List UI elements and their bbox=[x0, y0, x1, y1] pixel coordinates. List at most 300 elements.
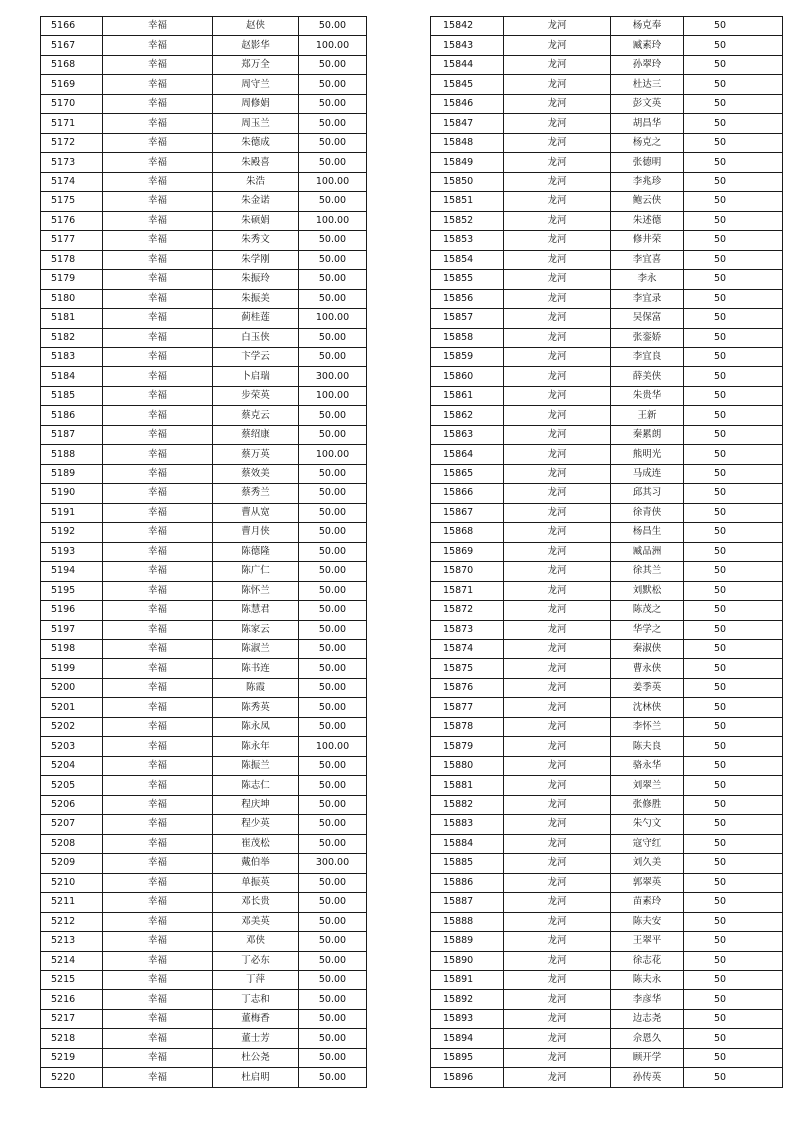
amount-cell: 50 bbox=[684, 873, 783, 892]
name-cell: 周修娟 bbox=[213, 94, 299, 113]
table-row bbox=[431, 990, 783, 1009]
table-row bbox=[41, 289, 367, 308]
table-row bbox=[431, 172, 783, 191]
name-cell: 臧品洲 bbox=[611, 542, 684, 561]
name-cell: 寇守红 bbox=[611, 834, 684, 853]
id-cell: 5185 bbox=[41, 386, 103, 405]
name-cell: 彭文英 bbox=[611, 94, 684, 113]
table-row bbox=[41, 912, 367, 931]
name-cell: 张銮娇 bbox=[611, 328, 684, 347]
table-row bbox=[431, 601, 783, 620]
name-cell: 朱浩 bbox=[213, 172, 299, 191]
id-cell: 5207 bbox=[41, 815, 103, 834]
table-row bbox=[41, 55, 367, 74]
table-row bbox=[41, 231, 367, 250]
table-row bbox=[431, 75, 783, 94]
id-cell: 15879 bbox=[431, 737, 504, 756]
table-row bbox=[41, 75, 367, 94]
amount-cell: 50.00 bbox=[299, 75, 367, 94]
table-row bbox=[431, 951, 783, 970]
amount-cell: 50 bbox=[684, 114, 783, 133]
id-cell: 15887 bbox=[431, 893, 504, 912]
amount-cell: 50 bbox=[684, 542, 783, 561]
id-cell: 15865 bbox=[431, 464, 504, 483]
amount-cell: 100.00 bbox=[299, 309, 367, 328]
amount-cell: 50 bbox=[684, 94, 783, 113]
name-cell: 刘久美 bbox=[611, 854, 684, 873]
amount-cell: 50.00 bbox=[299, 717, 367, 736]
amount-cell: 100.00 bbox=[299, 386, 367, 405]
region-cell: 龙河 bbox=[504, 425, 611, 444]
amount-cell: 50.00 bbox=[299, 912, 367, 931]
id-cell: 5199 bbox=[41, 659, 103, 678]
amount-cell: 100.00 bbox=[299, 737, 367, 756]
id-cell: 15856 bbox=[431, 289, 504, 308]
id-cell: 5218 bbox=[41, 1029, 103, 1048]
name-cell: 胡昌华 bbox=[611, 114, 684, 133]
table-row bbox=[41, 737, 367, 756]
name-cell: 秦淑侠 bbox=[611, 640, 684, 659]
region-cell: 龙河 bbox=[504, 717, 611, 736]
name-cell: 蔡绍康 bbox=[213, 425, 299, 444]
region-cell: 幸福 bbox=[103, 932, 213, 951]
amount-cell: 50 bbox=[684, 386, 783, 405]
name-cell: 张德明 bbox=[611, 153, 684, 172]
id-cell: 15893 bbox=[431, 1009, 504, 1028]
name-cell: 姜季英 bbox=[611, 678, 684, 697]
amount-cell: 50 bbox=[684, 425, 783, 444]
name-cell: 曹月侠 bbox=[213, 523, 299, 542]
name-cell: 周守兰 bbox=[213, 75, 299, 94]
region-cell: 幸福 bbox=[103, 192, 213, 211]
region-cell: 幸福 bbox=[103, 503, 213, 522]
amount-cell: 50 bbox=[684, 445, 783, 464]
amount-cell: 50 bbox=[684, 406, 783, 425]
name-cell: 邱其习 bbox=[611, 484, 684, 503]
table-row bbox=[41, 133, 367, 152]
name-cell: 顾开学 bbox=[611, 1048, 684, 1067]
region-cell: 幸福 bbox=[103, 406, 213, 425]
name-cell: 骆永华 bbox=[611, 756, 684, 775]
region-cell: 龙河 bbox=[504, 678, 611, 697]
table-row bbox=[41, 756, 367, 775]
table-row bbox=[431, 114, 783, 133]
name-cell: 杨克奉 bbox=[611, 17, 684, 36]
region-cell: 龙河 bbox=[504, 211, 611, 230]
table-row bbox=[41, 36, 367, 55]
region-cell: 幸福 bbox=[103, 270, 213, 289]
name-cell: 郑万全 bbox=[213, 55, 299, 74]
id-cell: 5213 bbox=[41, 932, 103, 951]
name-cell: 陈振兰 bbox=[213, 756, 299, 775]
amount-cell: 50.00 bbox=[299, 55, 367, 74]
id-cell: 5194 bbox=[41, 562, 103, 581]
amount-cell: 50.00 bbox=[299, 970, 367, 989]
table-row bbox=[431, 776, 783, 795]
amount-cell: 50.00 bbox=[299, 1068, 367, 1087]
amount-cell: 50 bbox=[684, 601, 783, 620]
name-cell: 李永 bbox=[611, 270, 684, 289]
amount-cell: 50.00 bbox=[299, 620, 367, 639]
table-row bbox=[41, 659, 367, 678]
table-row bbox=[41, 620, 367, 639]
region-cell: 龙河 bbox=[504, 17, 611, 36]
amount-cell: 50 bbox=[684, 270, 783, 289]
name-cell: 程庆坤 bbox=[213, 795, 299, 814]
amount-cell: 50 bbox=[684, 1068, 783, 1087]
id-cell: 5166 bbox=[41, 17, 103, 36]
region-cell: 龙河 bbox=[504, 231, 611, 250]
region-cell: 幸福 bbox=[103, 640, 213, 659]
amount-cell: 50.00 bbox=[299, 640, 367, 659]
region-cell: 幸福 bbox=[103, 289, 213, 308]
table-row bbox=[41, 1029, 367, 1048]
region-cell: 龙河 bbox=[504, 523, 611, 542]
table-row bbox=[431, 542, 783, 561]
id-cell: 15892 bbox=[431, 990, 504, 1009]
amount-cell: 50 bbox=[684, 1048, 783, 1067]
amount-cell: 50.00 bbox=[299, 153, 367, 172]
amount-cell: 50.00 bbox=[299, 756, 367, 775]
region-cell: 幸福 bbox=[103, 445, 213, 464]
id-cell: 5219 bbox=[41, 1048, 103, 1067]
region-cell: 幸福 bbox=[103, 17, 213, 36]
id-cell: 15861 bbox=[431, 386, 504, 405]
id-cell: 15874 bbox=[431, 640, 504, 659]
region-cell: 幸福 bbox=[103, 581, 213, 600]
id-cell: 15864 bbox=[431, 445, 504, 464]
region-cell: 幸福 bbox=[103, 601, 213, 620]
id-cell: 15895 bbox=[431, 1048, 504, 1067]
region-cell: 龙河 bbox=[504, 406, 611, 425]
table-row bbox=[41, 250, 367, 269]
region-cell: 龙河 bbox=[504, 328, 611, 347]
amount-cell: 50.00 bbox=[299, 951, 367, 970]
region-cell: 幸福 bbox=[103, 951, 213, 970]
table-row bbox=[431, 133, 783, 152]
name-cell: 蔡秀兰 bbox=[213, 484, 299, 503]
name-cell: 刘默松 bbox=[611, 581, 684, 600]
region-cell: 幸福 bbox=[103, 834, 213, 853]
region-cell: 龙河 bbox=[504, 640, 611, 659]
id-cell: 5178 bbox=[41, 250, 103, 269]
table-row bbox=[431, 328, 783, 347]
id-cell: 15850 bbox=[431, 172, 504, 191]
table-row bbox=[41, 678, 367, 697]
table-row bbox=[41, 192, 367, 211]
name-cell: 卜启瑞 bbox=[213, 367, 299, 386]
amount-cell: 50 bbox=[684, 75, 783, 94]
name-cell: 华学之 bbox=[611, 620, 684, 639]
table-row bbox=[41, 172, 367, 191]
amount-cell: 50 bbox=[684, 854, 783, 873]
id-cell: 15843 bbox=[431, 36, 504, 55]
region-cell: 龙河 bbox=[504, 94, 611, 113]
table-row bbox=[431, 1029, 783, 1048]
table-row bbox=[41, 932, 367, 951]
id-cell: 15854 bbox=[431, 250, 504, 269]
id-cell: 5179 bbox=[41, 270, 103, 289]
amount-cell: 50 bbox=[684, 717, 783, 736]
id-cell: 15842 bbox=[431, 17, 504, 36]
id-cell: 15877 bbox=[431, 698, 504, 717]
id-cell: 5220 bbox=[41, 1068, 103, 1087]
region-cell: 龙河 bbox=[504, 1029, 611, 1048]
id-cell: 15896 bbox=[431, 1068, 504, 1087]
name-cell: 朱贵华 bbox=[611, 386, 684, 405]
region-cell: 幸福 bbox=[103, 717, 213, 736]
id-cell: 15860 bbox=[431, 367, 504, 386]
amount-cell: 50 bbox=[684, 678, 783, 697]
amount-cell: 50.00 bbox=[299, 562, 367, 581]
id-cell: 5187 bbox=[41, 425, 103, 444]
region-cell: 幸福 bbox=[103, 367, 213, 386]
region-cell: 龙河 bbox=[504, 854, 611, 873]
name-cell: 赵侠 bbox=[213, 17, 299, 36]
region-cell: 龙河 bbox=[504, 55, 611, 74]
table-row bbox=[41, 270, 367, 289]
table-row bbox=[41, 542, 367, 561]
id-cell: 5173 bbox=[41, 153, 103, 172]
name-cell: 朱金诺 bbox=[213, 192, 299, 211]
region-cell: 龙河 bbox=[504, 445, 611, 464]
region-cell: 龙河 bbox=[504, 367, 611, 386]
id-cell: 15867 bbox=[431, 503, 504, 522]
id-cell: 5204 bbox=[41, 756, 103, 775]
region-cell: 龙河 bbox=[504, 464, 611, 483]
id-cell: 15872 bbox=[431, 601, 504, 620]
amount-cell: 50 bbox=[684, 17, 783, 36]
name-cell: 李宜喜 bbox=[611, 250, 684, 269]
name-cell: 戴伯举 bbox=[213, 854, 299, 873]
region-cell: 龙河 bbox=[504, 1009, 611, 1028]
region-cell: 幸福 bbox=[103, 698, 213, 717]
amount-cell: 50 bbox=[684, 776, 783, 795]
id-cell: 15873 bbox=[431, 620, 504, 639]
id-cell: 15875 bbox=[431, 659, 504, 678]
name-cell: 陈慧君 bbox=[213, 601, 299, 620]
id-cell: 15883 bbox=[431, 815, 504, 834]
region-cell: 龙河 bbox=[504, 815, 611, 834]
table-row bbox=[431, 367, 783, 386]
table-row bbox=[431, 737, 783, 756]
table-row bbox=[41, 970, 367, 989]
region-cell: 幸福 bbox=[103, 912, 213, 931]
id-cell: 15868 bbox=[431, 523, 504, 542]
right-roster-table bbox=[430, 16, 783, 1088]
table-row bbox=[431, 620, 783, 639]
name-cell: 曹从宽 bbox=[213, 503, 299, 522]
amount-cell: 50 bbox=[684, 133, 783, 152]
region-cell: 幸福 bbox=[103, 1009, 213, 1028]
table-row bbox=[431, 970, 783, 989]
id-cell: 5202 bbox=[41, 717, 103, 736]
region-cell: 幸福 bbox=[103, 153, 213, 172]
amount-cell: 50 bbox=[684, 367, 783, 386]
region-cell: 幸福 bbox=[103, 114, 213, 133]
name-cell: 陈永凤 bbox=[213, 717, 299, 736]
id-cell: 15894 bbox=[431, 1029, 504, 1048]
name-cell: 蓟桂莲 bbox=[213, 309, 299, 328]
table-row bbox=[41, 328, 367, 347]
amount-cell: 50 bbox=[684, 309, 783, 328]
amount-cell: 100.00 bbox=[299, 172, 367, 191]
id-cell: 15845 bbox=[431, 75, 504, 94]
name-cell: 修井荣 bbox=[611, 231, 684, 250]
region-cell: 龙河 bbox=[504, 893, 611, 912]
region-cell: 龙河 bbox=[504, 270, 611, 289]
region-cell: 幸福 bbox=[103, 970, 213, 989]
id-cell: 5198 bbox=[41, 640, 103, 659]
table-row bbox=[41, 464, 367, 483]
id-cell: 15876 bbox=[431, 678, 504, 697]
amount-cell: 50 bbox=[684, 951, 783, 970]
table-row bbox=[431, 912, 783, 931]
name-cell: 沈林侠 bbox=[611, 698, 684, 717]
region-cell: 幸福 bbox=[103, 133, 213, 152]
id-cell: 5176 bbox=[41, 211, 103, 230]
id-cell: 15885 bbox=[431, 854, 504, 873]
id-cell: 5201 bbox=[41, 698, 103, 717]
region-cell: 龙河 bbox=[504, 932, 611, 951]
table-row bbox=[431, 581, 783, 600]
region-cell: 龙河 bbox=[504, 133, 611, 152]
name-cell: 张修胜 bbox=[611, 795, 684, 814]
id-cell: 15871 bbox=[431, 581, 504, 600]
table-row bbox=[431, 445, 783, 464]
id-cell: 5177 bbox=[41, 231, 103, 250]
amount-cell: 100.00 bbox=[299, 36, 367, 55]
region-cell: 幸福 bbox=[103, 328, 213, 347]
name-cell: 陈夫良 bbox=[611, 737, 684, 756]
table-row bbox=[431, 309, 783, 328]
region-cell: 幸福 bbox=[103, 94, 213, 113]
amount-cell: 50 bbox=[684, 756, 783, 775]
region-cell: 龙河 bbox=[504, 386, 611, 405]
amount-cell: 50.00 bbox=[299, 133, 367, 152]
name-cell: 徐其兰 bbox=[611, 562, 684, 581]
region-cell: 龙河 bbox=[504, 756, 611, 775]
table-row bbox=[41, 1048, 367, 1067]
amount-cell: 50 bbox=[684, 562, 783, 581]
name-cell: 李怀兰 bbox=[611, 717, 684, 736]
region-cell: 龙河 bbox=[504, 912, 611, 931]
name-cell: 单振英 bbox=[213, 873, 299, 892]
amount-cell: 50.00 bbox=[299, 601, 367, 620]
amount-cell: 50.00 bbox=[299, 795, 367, 814]
table-row bbox=[41, 834, 367, 853]
amount-cell: 50 bbox=[684, 347, 783, 366]
table-row bbox=[431, 503, 783, 522]
region-cell: 龙河 bbox=[504, 795, 611, 814]
id-cell: 15851 bbox=[431, 192, 504, 211]
id-cell: 5216 bbox=[41, 990, 103, 1009]
amount-cell: 50.00 bbox=[299, 990, 367, 1009]
name-cell: 秦累朗 bbox=[611, 425, 684, 444]
amount-cell: 50.00 bbox=[299, 114, 367, 133]
amount-cell: 50 bbox=[684, 503, 783, 522]
id-cell: 5183 bbox=[41, 347, 103, 366]
table-row bbox=[41, 523, 367, 542]
table-row bbox=[41, 640, 367, 659]
amount-cell: 50.00 bbox=[299, 873, 367, 892]
id-cell: 5167 bbox=[41, 36, 103, 55]
id-cell: 5217 bbox=[41, 1009, 103, 1028]
region-cell: 龙河 bbox=[504, 776, 611, 795]
table-row bbox=[431, 640, 783, 659]
id-cell: 5197 bbox=[41, 620, 103, 639]
id-cell: 5168 bbox=[41, 55, 103, 74]
name-cell: 杜达三 bbox=[611, 75, 684, 94]
table-row bbox=[431, 893, 783, 912]
region-cell: 幸福 bbox=[103, 347, 213, 366]
amount-cell: 50.00 bbox=[299, 1048, 367, 1067]
table-row bbox=[431, 270, 783, 289]
name-cell: 臧素玲 bbox=[611, 36, 684, 55]
table-row bbox=[41, 951, 367, 970]
amount-cell: 50 bbox=[684, 153, 783, 172]
name-cell: 杨昌生 bbox=[611, 523, 684, 542]
amount-cell: 50 bbox=[684, 250, 783, 269]
table-row bbox=[41, 386, 367, 405]
table-row bbox=[41, 795, 367, 814]
region-cell: 龙河 bbox=[504, 990, 611, 1009]
id-cell: 5170 bbox=[41, 94, 103, 113]
amount-cell: 50.00 bbox=[299, 347, 367, 366]
region-cell: 龙河 bbox=[504, 562, 611, 581]
region-cell: 幸福 bbox=[103, 425, 213, 444]
table-row bbox=[41, 1009, 367, 1028]
amount-cell: 50 bbox=[684, 970, 783, 989]
amount-cell: 50 bbox=[684, 737, 783, 756]
region-cell: 幸福 bbox=[103, 873, 213, 892]
id-cell: 5195 bbox=[41, 581, 103, 600]
name-cell: 邓侠 bbox=[213, 932, 299, 951]
region-cell: 龙河 bbox=[504, 542, 611, 561]
region-cell: 幸福 bbox=[103, 542, 213, 561]
table-row bbox=[41, 1068, 367, 1087]
name-cell: 步荣英 bbox=[213, 386, 299, 405]
region-cell: 龙河 bbox=[504, 873, 611, 892]
amount-cell: 50 bbox=[684, 581, 783, 600]
region-cell: 幸福 bbox=[103, 211, 213, 230]
region-cell: 幸福 bbox=[103, 756, 213, 775]
name-cell: 朱振美 bbox=[213, 289, 299, 308]
region-cell: 龙河 bbox=[504, 114, 611, 133]
region-cell: 龙河 bbox=[504, 581, 611, 600]
id-cell: 15863 bbox=[431, 425, 504, 444]
table-row bbox=[431, 94, 783, 113]
name-cell: 边志尧 bbox=[611, 1009, 684, 1028]
name-cell: 苗素玲 bbox=[611, 893, 684, 912]
amount-cell: 50.00 bbox=[299, 1009, 367, 1028]
amount-cell: 50 bbox=[684, 36, 783, 55]
amount-cell: 50.00 bbox=[299, 932, 367, 951]
table-row bbox=[431, 523, 783, 542]
name-cell: 朱硕娟 bbox=[213, 211, 299, 230]
name-cell: 陈夫安 bbox=[611, 912, 684, 931]
region-cell: 幸福 bbox=[103, 659, 213, 678]
amount-cell: 50 bbox=[684, 659, 783, 678]
amount-cell: 50 bbox=[684, 640, 783, 659]
amount-cell: 50.00 bbox=[299, 94, 367, 113]
name-cell: 蔡克云 bbox=[213, 406, 299, 425]
amount-cell: 50 bbox=[684, 523, 783, 542]
table-row bbox=[431, 192, 783, 211]
id-cell: 15881 bbox=[431, 776, 504, 795]
name-cell: 杜公尧 bbox=[213, 1048, 299, 1067]
region-cell: 幸福 bbox=[103, 309, 213, 328]
